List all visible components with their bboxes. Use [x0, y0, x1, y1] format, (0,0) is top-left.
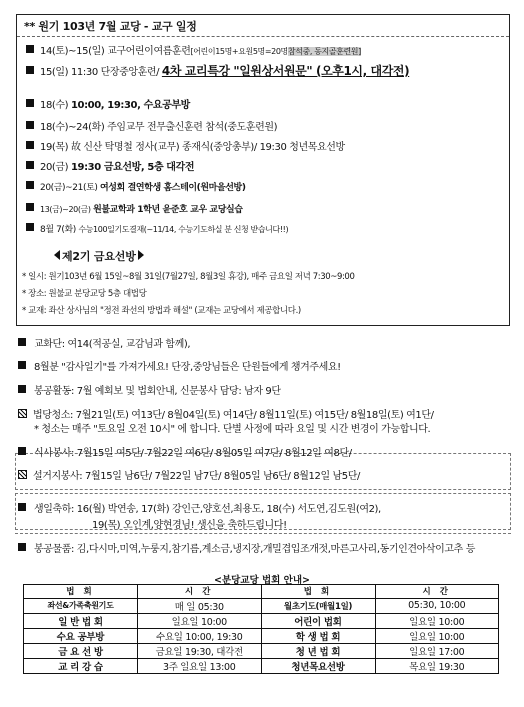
table-row — [24, 613, 499, 628]
table-row — [24, 658, 499, 673]
bullet-square-icon — [26, 161, 34, 169]
bullet-square-icon — [18, 361, 26, 369]
header-cell: 시 간 — [375, 585, 499, 599]
right-bracket-icon — [138, 250, 144, 260]
service-time: 일요일 10:00 — [375, 613, 499, 628]
service-name: 교 리 강 습 — [24, 658, 138, 673]
table-row — [24, 598, 499, 613]
service-time: 일요일 17:00 — [375, 643, 499, 658]
seon-title: 제2기 금요선방 — [54, 248, 144, 264]
schedule-item: 14(토)~15(일) 교구어린이여름훈련[어린이15명+요원5명=20명참석중, 동지골훈련원] — [26, 42, 361, 57]
notice-birthday-cont: 19(목) 오인계,양현경님! 생신을 축하드립니다! — [92, 520, 287, 531]
table-caption: <분당교당 법회 안내> — [214, 575, 310, 586]
service-name: 어린이 법회 — [261, 613, 375, 628]
bullet-square-icon — [18, 543, 26, 551]
notice-donation: 봉공물품: 김,다시마,미역,누룽지,참기름,계소금,냉지장,개밀겹입조개젓,마른고사리,동기인견아삭이고추 등 — [18, 540, 475, 555]
bullet-square-icon — [18, 503, 26, 511]
bullet-square-icon — [26, 99, 34, 107]
service-time: 수요일 10:00, 19:30 — [138, 628, 262, 643]
left-bracket-icon — [54, 250, 60, 260]
service-name: 학 생 법 회 — [261, 628, 375, 643]
notice-dish: 설거지봉사: 7월15일 남6단/ 7월22일 남7단/ 8월05일 남6단/ 8월12일 남5단/ — [18, 467, 360, 482]
table-row — [24, 643, 499, 658]
schedule-item: 20(금) 19:30 금요선방, 5층 대각전 — [26, 158, 194, 173]
bullet-square-icon — [18, 447, 26, 455]
notice-service: 봉공활동: 7월 예회보 및 법회안내, 신문봉사 담당: 남자 9단 — [18, 382, 281, 397]
bullet-square-icon — [26, 223, 34, 231]
service-name: 수요 공부방 — [24, 628, 138, 643]
schedule-item: 15(일) 11:30 단장중앙훈련/ 4차 교리특강 "일원상서원문" (오후1시, 대각전) — [26, 62, 409, 79]
seon-time: * 일시: 원기103년 6월 15일~8월 31일(7월27일, 8월3일 휴강), 매주 금요일 저녁 7:30~9:00 — [22, 272, 355, 282]
bullet-square-icon — [26, 181, 34, 189]
bullet-square-icon — [18, 385, 26, 393]
service-time: 일요일 10:00 — [375, 628, 499, 643]
bullet-square-icon — [26, 141, 34, 149]
header-cell: 법 회 — [261, 585, 375, 599]
cleaning-note: * 청소는 매주 "토요일 오전 10시" 에 합니다. 단별 사정에 따라 요일 및 시간 변경이 가능합니다. — [34, 424, 431, 435]
service-name: 좌선&가족축원기도 — [24, 598, 138, 613]
seon-textbook: * 교재: 좌산 상사님의 "정전 좌선의 방법과 해설" (교재는 교당에서 제공합니다.) — [22, 306, 301, 316]
notice-cleaning: 법당청소: 7월21일(토) 여13단/ 8월04일(토) 여14단/ 8월11일(토) 여15단/ 8월18일(토) 여1단/ — [18, 406, 434, 421]
lecture-highlight: 4차 교리특강 "일원상서원문" (오후1시, 대각전) — [161, 64, 410, 78]
bullet-square-icon — [26, 121, 34, 129]
notice-hwa: 교화단: 여14(적공실, 교감님과 함께), — [18, 335, 190, 350]
service-time: 금요일 19:30, 대각전 — [138, 643, 262, 658]
schedule-item: 18(수) 10:00, 19:30, 수요공부방 — [26, 96, 190, 111]
bullet-square-icon — [26, 203, 34, 211]
service-name: 일 반 법 회 — [24, 613, 138, 628]
schedule-item: 19(목) 故 신산 탁명철 정사(교무) 종재식(중앙총부)/ 19:30 청년목요선방 — [26, 138, 345, 153]
notice-meal: 식사봉사: 7월15일 여5단/ 7월22일 여6단/ 8월05일 여7단/ 8월12일 여8단/ — [18, 444, 352, 459]
hatched-box-icon — [18, 470, 27, 479]
schedule-item: 8월 7(화) 수능100일기도결재(~11/14, 수능기도하실 분 신청 받습니다!!) — [26, 222, 288, 235]
schedule-item: 20(금)~21(토) 여성회 결연학생 홈스테이(원마을선방) — [26, 180, 246, 193]
seon-place: * 장소: 원불교 분당교당 5층 대법당 — [22, 289, 147, 299]
service-name: 청 년 법 회 — [261, 643, 375, 658]
service-time: 3주 일요일 13:00 — [138, 658, 262, 673]
table-header-row — [24, 585, 499, 599]
bullet-square-icon — [26, 45, 34, 53]
header-cell: 법 회 — [24, 585, 138, 599]
service-name: 금 요 선 방 — [24, 643, 138, 658]
schedule-item: 13(금)~20(금) 원불교학과 1학년 윤준호 교우 교당실습 — [26, 202, 243, 215]
header-cell: 시 간 — [138, 585, 262, 599]
hatched-box-icon — [18, 409, 27, 418]
notice-birthday: 생일축하: 16(월) 박연송, 17(화) 강인근,양호선,최용도, 18(수) 서도연,김도원(여2), — [18, 500, 381, 515]
bullet-square-icon — [18, 338, 26, 346]
service-time: 05:30, 10:00 — [375, 598, 499, 613]
schedule-item: 18(수)~24(화) 주임교무 전무출신훈련 참석(중도훈련원) — [26, 118, 277, 133]
service-table — [23, 584, 499, 674]
table-row — [24, 628, 499, 643]
notice-gratitude: 8월분 "감사일기"를 가져가세요! 단장,중앙님들은 단원들에게 챙겨주세요! — [18, 358, 341, 373]
title-divider — [17, 36, 509, 37]
page-title: ** 원기 103년 7월 교당 - 교구 일정 — [24, 20, 197, 33]
bullet-square-icon — [26, 66, 34, 74]
service-time: 매 일 05:30 — [138, 598, 262, 613]
service-time: 목요일 19:30 — [375, 658, 499, 673]
service-name: 청년목요선방 — [261, 658, 375, 673]
divider — [15, 533, 511, 534]
service-name: 월초기도(매월1일) — [261, 598, 375, 613]
service-time: 일요일 10:00 — [138, 613, 262, 628]
